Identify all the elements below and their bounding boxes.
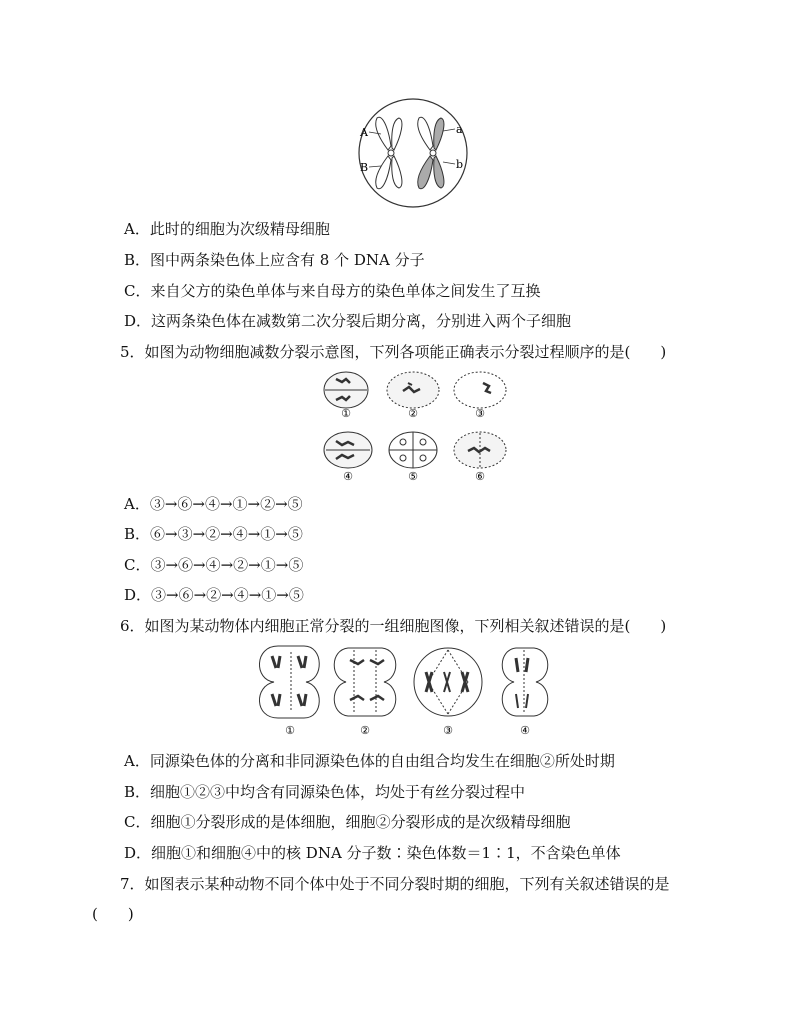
figure-meiosis-cells (318, 369, 508, 485)
q4-option-d: D．这两条染色体在减数第二次分裂后期分离，分别进入两个子细胞 (124, 312, 572, 330)
q5-option-b: B．⑥→③→②→④→①→⑤ (124, 525, 303, 543)
q5-stem: 5．如图为动物细胞减数分裂示意图，下列各项能正确表示分裂过程顺序的是( ) (120, 343, 667, 361)
q4-option-c: C．来自父方的染色单体与来自母方的染色单体之间发生了互换 (124, 282, 541, 300)
q5-option-a: A．③→⑥→④→①→②→⑤ (124, 495, 303, 513)
q6-cell-label-4: ④ (520, 724, 530, 737)
q7-stem-line1: 7．如图表示某种动物不同个体中处于不同分裂时期的细胞，下列有关叙述错误的是 (120, 875, 670, 893)
cell-label-6: ⑥ (475, 470, 485, 483)
q6-option-b: B．细胞①②③中均含有同源染色体，均处于有丝分裂过程中 (124, 783, 526, 801)
q6-option-a: A．同源染色体的分离和非同源染色体的自由组合均发生在细胞②所处时期 (124, 752, 615, 770)
q5-option-c: C．③→⑥→④→②→①→⑤ (124, 556, 304, 574)
figure-cell-division (258, 642, 558, 738)
q6-stem: 6．如图为某动物体内细胞正常分裂的一组细胞图像，下列相关叙述错误的是( ) (120, 617, 667, 635)
q7-stem-line2: ( ) (92, 905, 134, 923)
label-B: B (360, 161, 369, 174)
q4-option-a: A．此时的细胞为次级精母细胞 (124, 220, 330, 238)
label-A: A (360, 126, 368, 139)
cell-label-2: ② (408, 407, 418, 420)
q6-cell-label-2: ② (360, 724, 370, 737)
q6-cell-label-1: ① (285, 724, 295, 737)
cell-label-1: ① (341, 407, 351, 420)
q4-option-b: B．图中两条染色体上应含有 8 个 DNA 分子 (124, 251, 425, 269)
q6-option-d: D．细胞①和细胞④中的核 DNA 分子数∶染色体数＝1∶1，不含染色单体 (124, 844, 621, 862)
figure-tetrad (355, 96, 475, 210)
q6-option-c: C．细胞①分裂形成的是体细胞，细胞②分裂形成的是次级精母细胞 (124, 813, 571, 831)
q5-option-d: D．③→⑥→②→④→①→⑤ (124, 586, 304, 604)
q6-cell-label-3: ③ (443, 724, 453, 737)
cell-label-4: ④ (343, 470, 353, 483)
cell-label-3: ③ (475, 407, 485, 420)
label-b: b (456, 158, 464, 171)
cell-label-5: ⑤ (408, 470, 418, 483)
label-a: a (456, 123, 463, 136)
